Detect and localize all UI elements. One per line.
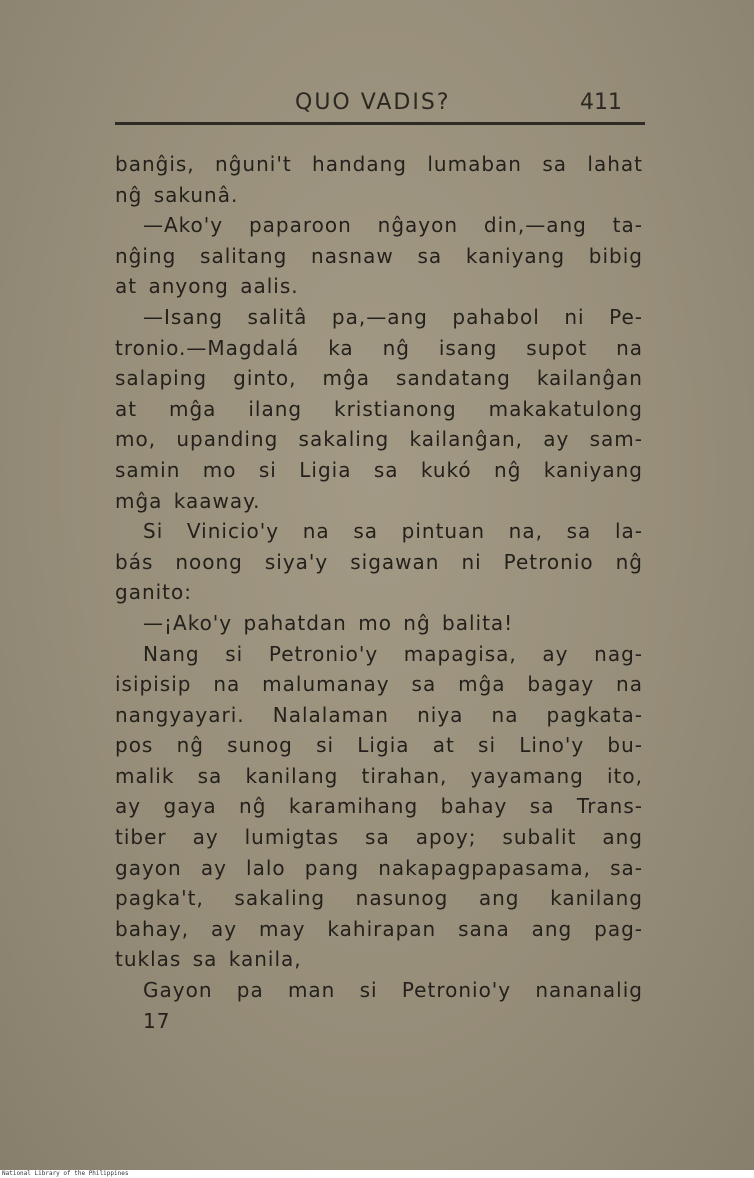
text-line: mĝa kaaway. <box>115 488 261 513</box>
page-header <box>115 84 645 128</box>
footer-credit: National Library of the Philippines <box>2 1170 129 1177</box>
text-line: nangyayari. Nalalaman niya na pagkata- <box>115 702 643 727</box>
text-line: 17 <box>143 1008 171 1033</box>
text-line: samin mo si Ligia sa kukó nĝ kaniyang <box>115 457 643 482</box>
text-line: pagka't, sakaling nasunog ang kanilang <box>115 886 643 911</box>
text-line: pos nĝ sunog si Ligia at si Lino'y bu- <box>115 733 643 758</box>
text-line: at anyong aalis. <box>115 274 299 299</box>
running-title: QUO VADIS? <box>295 90 451 115</box>
text-line: isipisip na malumanay sa mĝa bagay na <box>115 672 643 697</box>
text-line: tronio.—Magdalá ka nĝ isang supot na <box>115 335 643 360</box>
text-line: ganito: <box>115 580 192 605</box>
text-line: gayon ay lalo pang nakapagpapasama, sa- <box>115 855 643 880</box>
text-line: —¡Ako'y pahatdan mo nĝ balita! <box>143 610 514 635</box>
text-line: bahay, ay may kahirapan sana ang pag- <box>115 916 643 941</box>
text-line: nĝ sakunâ. <box>115 182 239 207</box>
page-number: 411 <box>580 90 622 115</box>
text-line: banĝis, nĝuni't handang lumaban sa lahat <box>115 152 643 176</box>
text-line: tiber ay lumigtas sa apoy; subalit ang <box>115 825 643 850</box>
text-line: salaping ginto, mĝa sandatang kailanĝan <box>115 366 643 391</box>
text-line: tuklas sa kanila, <box>115 947 302 972</box>
text-line: —Ako'y paparoon nĝayon din,—ang ta- <box>143 213 643 238</box>
text-line: bás noong siya'y sigawan ni Petronio nĝ <box>115 549 643 574</box>
text-line: ay gaya nĝ karamihang bahay sa Trans- <box>115 794 643 819</box>
text-line: Gayon pa man si Petronio'y nananalig <box>143 978 643 1003</box>
text-line: Nang si Petronio'y mapagisa, ay nag- <box>143 641 643 666</box>
header-rule <box>115 122 645 125</box>
text-line: at mĝa ilang kristianong makakatulong <box>115 396 643 421</box>
text-line: nĝing salitang nasnaw sa kaniyang bibig <box>115 243 643 268</box>
text-line: mo, upanding sakaling kailanĝan, ay sam- <box>115 427 643 452</box>
text-line: Si Vinicio'y na sa pintuan na, sa la- <box>143 519 643 544</box>
body-text <box>115 149 643 1036</box>
text-line: malik sa kanilang tirahan, yayamang ito, <box>115 763 643 788</box>
text-line: —Isang salitâ pa,—ang pahabol ni Pe- <box>143 304 643 329</box>
